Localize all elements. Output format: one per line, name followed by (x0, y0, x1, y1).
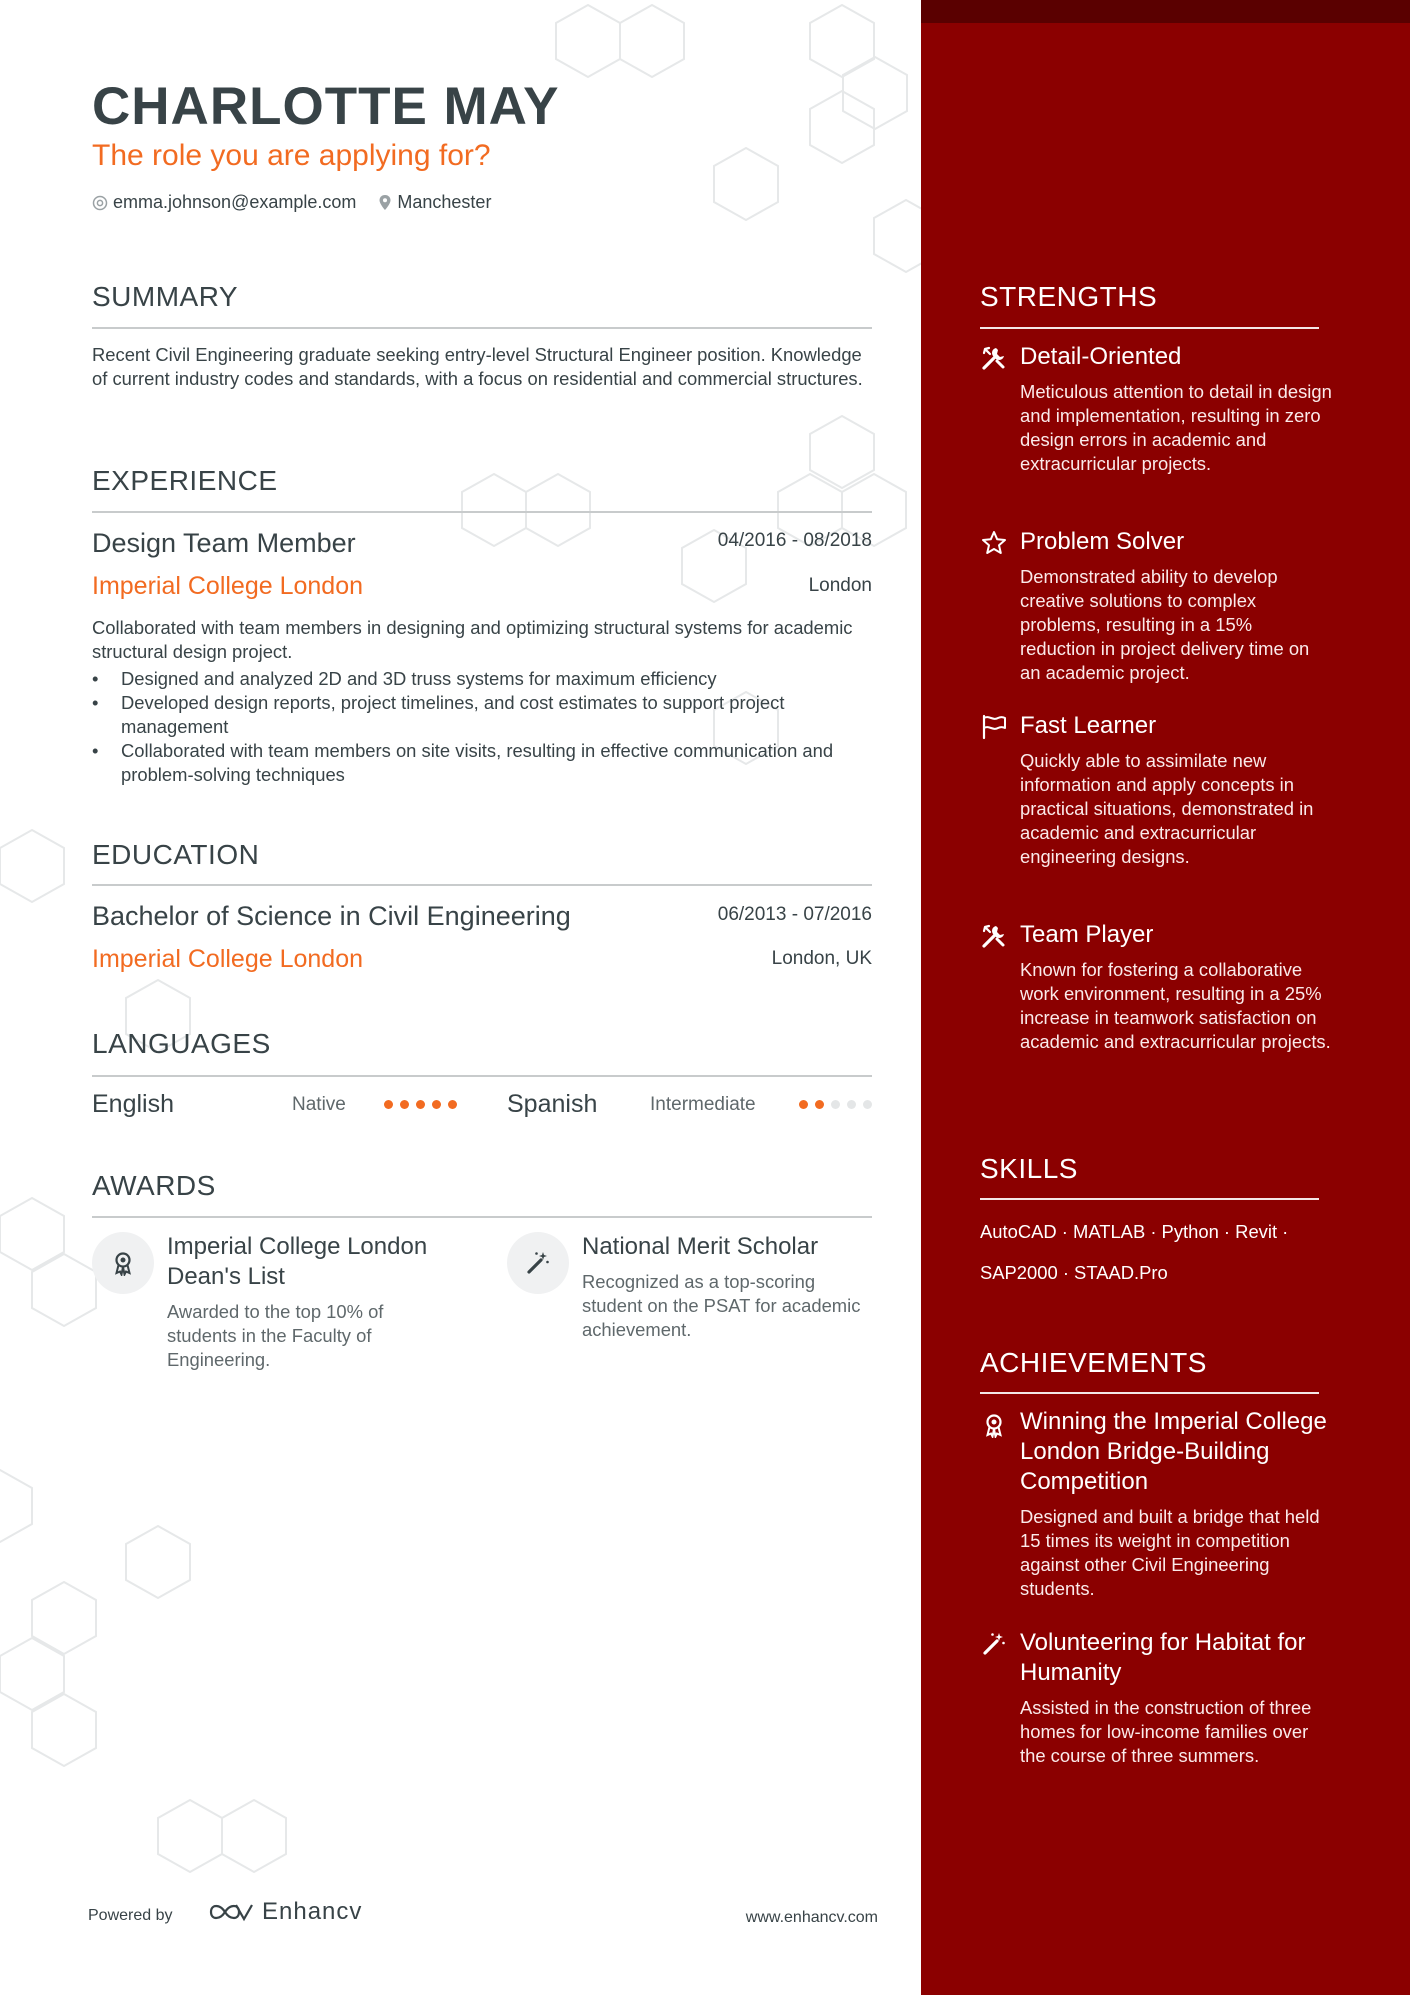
enhancv-brand-text: Enhancv (262, 1898, 363, 1925)
awards-divider (92, 1216, 872, 1218)
strength-description: Meticulous attention to detail in design and implementation, resulting in zero design errors in academic and extracurricular projects. (1020, 381, 1332, 474)
achievement-description: Assisted in the construction of three homes for low-income families over the course of three summers. (1020, 1697, 1312, 1766)
job-title: Design Team Member (92, 528, 356, 558)
sidebar-top-bar (921, 0, 1410, 23)
education-dates: 06/2013 - 07/2016 (717, 904, 872, 925)
job-organization: Imperial College London (92, 572, 364, 600)
rating-dot-filled (448, 1100, 457, 1109)
rating-dot-filled (815, 1100, 824, 1109)
education-title: EDUCATION (92, 839, 260, 870)
rating-dot-empty (863, 1100, 872, 1109)
tools-icon (980, 344, 1008, 372)
flag-icon (980, 713, 1008, 741)
award-description: Awarded to the top 10% of students in the Faculty of Engineering. (167, 1301, 384, 1370)
contact-info (92, 192, 513, 213)
education-divider (92, 884, 872, 886)
achievement-description: Designed and built a bridge that held 15 times its weight in competition against other Civil Engineering students. (1020, 1506, 1320, 1599)
strengths-title: STRENGTHS (980, 281, 1158, 312)
job-description: Collaborated with team members in designing and optimizing structural systems for academic structural design project. (92, 617, 853, 662)
language-rating (799, 1100, 879, 1109)
email-text: emma.johnson@example.com (113, 192, 357, 212)
rating-dot-empty (831, 1100, 840, 1109)
location-text: Manchester (397, 192, 492, 212)
powered-by-label: Powered by (88, 1907, 173, 1924)
language-level: Native (292, 1094, 346, 1115)
sidebar (921, 0, 1410, 1995)
strength-title: Problem Solver (1020, 528, 1185, 555)
rating-dot-filled (416, 1100, 425, 1109)
achievement-title: Winning the Imperial College London Bridge-Building Competition (1020, 1408, 1327, 1495)
job-dates: 04/2016 - 08/2018 (717, 530, 872, 551)
skills-list: AutoCAD · MATLAB · Python · Revit · SAP2000 · STAAD.Pro (980, 1221, 1289, 1283)
experience-title: EXPERIENCE (92, 465, 278, 496)
strength-title: Fast Learner (1020, 712, 1157, 739)
school-name: Imperial College London (92, 945, 364, 973)
star-icon (980, 529, 1008, 557)
contact-location (378, 192, 491, 213)
candidate-name: CHARLOTTE MAY (92, 77, 560, 136)
strengths-divider (980, 327, 1319, 329)
language-name: Spanish (507, 1090, 598, 1118)
contact-email[interactable] (92, 192, 356, 213)
award-ribbon-icon (980, 1411, 1008, 1439)
award-description: Recognized as a top-scoring student on the PSAT for academic achievement. (582, 1271, 861, 1340)
award-title: Imperial College London Dean's List (167, 1233, 428, 1290)
achievements-divider (980, 1392, 1319, 1394)
language-level: Intermediate (650, 1094, 756, 1115)
magic-wand-icon (507, 1232, 569, 1294)
degree-title: Bachelor of Science in Civil Engineering (92, 901, 571, 931)
job-bullets (92, 667, 882, 787)
award-title: National Merit Scholar (582, 1233, 819, 1260)
summary-divider (92, 327, 872, 329)
summary-title: SUMMARY (92, 281, 239, 312)
language-name: English (92, 1090, 174, 1118)
rating-dot-filled (400, 1100, 409, 1109)
footer-url[interactable]: www.enhancv.com (745, 1909, 878, 1926)
languages-divider (92, 1075, 872, 1077)
enhancv-logo-icon (208, 1900, 254, 1924)
job-bullet: • Designed and analyzed 2D and 3D truss systems for maximum efficiency (92, 667, 882, 691)
enhancv-logo[interactable] (208, 1898, 362, 1926)
rating-dot-filled (384, 1100, 393, 1109)
award-ribbon-icon (92, 1232, 154, 1294)
job-bullet: • Collaborated with team members on site visits, resulting in effective communication and problem-solving techniques (92, 739, 882, 787)
target-role: The role you are applying for? (92, 139, 491, 172)
strength-title: Team Player (1020, 921, 1154, 948)
achievement-title: Volunteering for Habitat for Humanity (1020, 1629, 1306, 1686)
skills-title: SKILLS (980, 1153, 1078, 1184)
rating-dot-filled (799, 1100, 808, 1109)
achievements-title: ACHIEVEMENTS (980, 1347, 1207, 1378)
strength-title: Detail-Oriented (1020, 343, 1182, 370)
strength-description: Known for fostering a collaborative work environment, resulting in a 25% increase in teamwork satisfaction on academic and extracurricular projects. (1020, 959, 1331, 1052)
rating-dot-filled (432, 1100, 441, 1109)
awards-title: AWARDS (92, 1170, 216, 1201)
languages-title: LANGUAGES (92, 1028, 271, 1059)
strength-description: Demonstrated ability to develop creative solutions to complex problems, resulting in a 15% reduction in project delivery time on an academic project. (1020, 566, 1310, 683)
experience-divider (92, 511, 872, 513)
skills-divider (980, 1198, 1319, 1200)
job-bullet: • Developed design reports, project timelines, and cost estimates to support project management (92, 691, 882, 739)
location-pin-icon (378, 194, 392, 211)
language-rating (384, 1100, 464, 1109)
rating-dot-empty (847, 1100, 856, 1109)
summary-text: Recent Civil Engineering graduate seeking entry-level Structural Engineer position. Knowledge of current industry codes and standards, with a focus on residential and commercial structures. (92, 344, 863, 389)
at-sign-icon (92, 195, 108, 211)
tools-icon (980, 922, 1008, 950)
magic-wand-icon (980, 1630, 1008, 1658)
job-location: London (808, 575, 872, 596)
school-location: London, UK (771, 948, 872, 969)
strength-description: Quickly able to assimilate new information and apply concepts in practical situations, demonstrated in academic and extracurricular engineering designs. (1020, 750, 1314, 867)
